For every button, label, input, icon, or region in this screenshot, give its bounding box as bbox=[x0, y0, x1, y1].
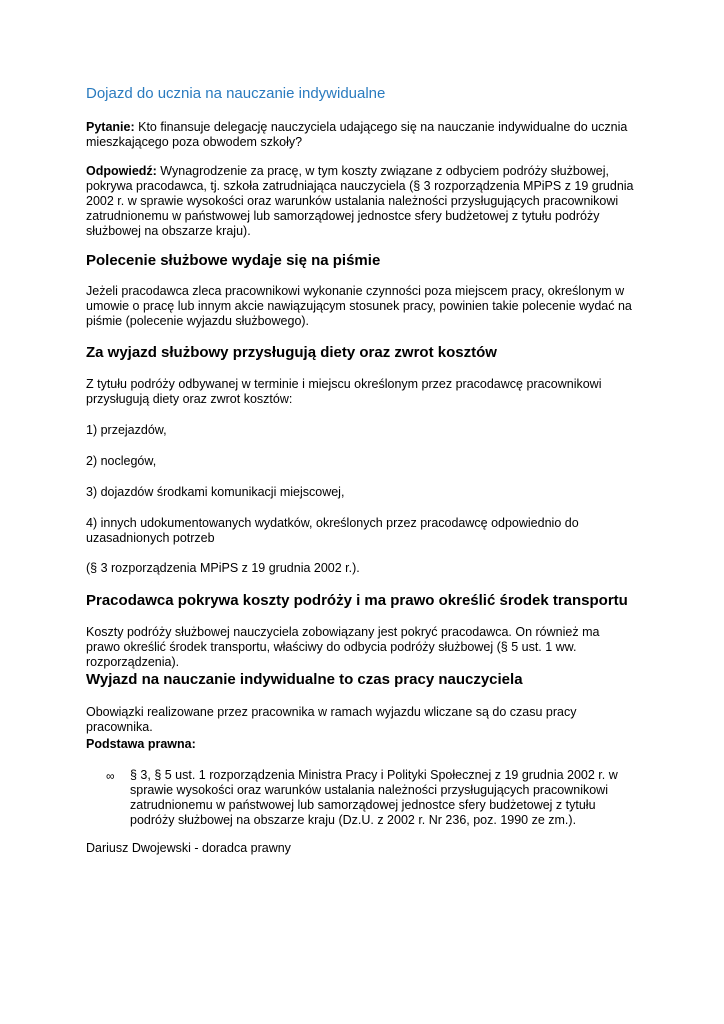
question-label: Pytanie: bbox=[86, 120, 135, 134]
answer-label: Odpowiedź: bbox=[86, 164, 157, 178]
list-item: 3) dojazdów środkami komunikacji miejscowej, bbox=[86, 485, 345, 499]
section3-heading: Pracodawca pokrywa koszty podróży i ma prawo określić środek transportu bbox=[86, 592, 628, 609]
infinity-bullet-icon: ∞ bbox=[106, 769, 115, 783]
section3-text: Koszty podróży służbowej nauczyciela zobowiązany jest pokryć pracodawca. On również ma prawo określić środek transportu, właściwy do odbycia podróży służbowej (§ 5 ust. 1 ww. rozporządzenia). bbox=[86, 625, 600, 669]
question-paragraph bbox=[86, 120, 636, 150]
list-item: 1) przejazdów, bbox=[86, 423, 167, 437]
document-title: Dojazd do ucznia na nauczanie indywidualne bbox=[86, 85, 386, 102]
section2-heading: Za wyjazd służbowy przysługują diety oraz zwrot kosztów bbox=[86, 344, 497, 361]
answer-text: Wynagrodzenie za pracę, w tym koszty związane z odbyciem podróży służbowej, pokrywa pracodawca, tj. szkoła zatrudniająca nauczyciela (§ 3 rozporządzenia MPiPS z 19 grudnia 2002 r. w sprawie wysokości oraz warunków ustalania należności przysługujących pracownikowi zatrudnionemu w państwowej lub samorządowej jednostce sfery budżetowej z tytułu podróży służbowej na obszarze kraju). bbox=[86, 164, 634, 238]
legal-basis-item: § 3, § 5 ust. 1 rozporządzenia Ministra Pracy i Polityki Społecznej z 19 grudnia 2002 r. w sprawie wysokości oraz warunków ustalania należności przysługujących pracownikowi zatrudnionemu w państwowej lub samorządowej jednostce sfery budżetowej z tytułu podróży służbowej na obszarze kraju (Dz.U. z 2002 r. Nr 236, poz. 1990 ze zm.). bbox=[130, 768, 618, 827]
section1-text: Jeżeli pracodawca zleca pracownikowi wykonanie czynności poza miejscem pracy, określonym w umowie o pracę lub innym akcie nawiązującym stosunek pracy, powinien takie polecenie wydać na piśmie (polecenie wyjazdu służbowego). bbox=[86, 284, 632, 328]
answer-paragraph bbox=[86, 164, 636, 239]
author-line: Dariusz Dwojewski - doradca prawny bbox=[86, 841, 291, 855]
list-item: 2) noclegów, bbox=[86, 454, 157, 468]
section2-intro: Z tytułu podróży odbywanej w terminie i miejscu określonym przez pracodawcę pracownikowi przysługują diety oraz zwrot kosztów: bbox=[86, 377, 602, 406]
list-item: 4) innych udokumentowanych wydatków, określonych przez pracodawcę odpowiednio do uzasadnionych potrzeb bbox=[86, 516, 579, 545]
section1-heading: Polecenie służbowe wydaje się na piśmie bbox=[86, 252, 381, 269]
legal-basis-label: Podstawa prawna: bbox=[86, 737, 196, 751]
section2-citation: (§ 3 rozporządzenia MPiPS z 19 grudnia 2002 r.). bbox=[86, 561, 360, 575]
section4-text: Obowiązki realizowane przez pracownika w ramach wyjazdu wliczane są do czasu pracy pracownika. bbox=[86, 705, 577, 734]
section4-heading: Wyjazd na nauczanie indywidualne to czas pracy nauczyciela bbox=[86, 671, 523, 688]
question-text: Kto finansuje delegację nauczyciela udającego się na nauczanie indywidualne do ucznia mieszkającego poza obwodem szkoły? bbox=[86, 120, 628, 149]
